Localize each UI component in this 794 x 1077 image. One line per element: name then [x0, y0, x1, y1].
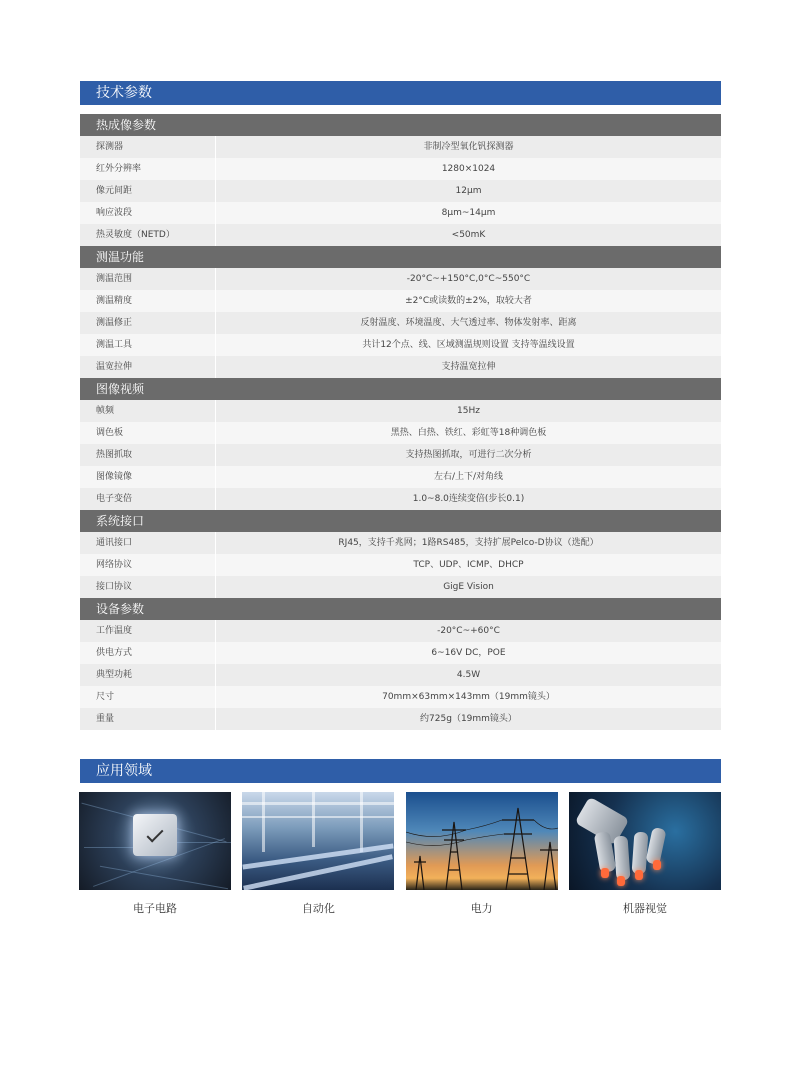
spec-value: 支持热图抓取，可进行二次分析 — [405, 450, 532, 460]
application-caption: 自动化 — [301, 902, 335, 915]
specs-section-title: 技术参数 — [80, 81, 721, 105]
spec-label: 电子变倍 — [80, 488, 216, 510]
factory-automation-image — [242, 792, 394, 890]
spec-row — [80, 268, 721, 290]
applications-gallery — [79, 792, 721, 916]
spec-value: 支持温宽拉伸 — [441, 362, 496, 372]
application-caption: 机器视觉 — [622, 902, 667, 915]
spec-label: 测温精度 — [80, 290, 216, 312]
power-towers-image — [406, 792, 558, 890]
application-card-automation — [242, 792, 394, 916]
spec-row — [80, 686, 721, 708]
circuit-chip-image — [79, 792, 231, 890]
spec-value: 8μm~14μm — [441, 208, 496, 218]
spec-row — [80, 444, 721, 466]
spec-row — [80, 224, 721, 246]
spec-row — [80, 158, 721, 180]
spec-value: 左右/上下/对角线 — [433, 472, 504, 482]
robot-hand-image — [569, 792, 721, 890]
spec-row — [80, 202, 721, 224]
spec-section-header: 设备参数 — [80, 598, 721, 620]
spec-row — [80, 620, 721, 642]
spec-label: 调色板 — [80, 422, 216, 444]
spec-label: 重量 — [80, 708, 216, 730]
spec-row — [80, 356, 721, 378]
spec-label: 接口协议 — [80, 576, 216, 598]
spec-value: RJ45，支持千兆网；1路RS485，支持扩展Pelco-D协议（选配） — [338, 538, 599, 548]
spec-row — [80, 708, 721, 730]
spec-value: GigE Vision — [443, 582, 494, 592]
spec-label: 工作温度 — [80, 620, 216, 642]
spec-value: -20°C~+60°C — [437, 626, 500, 636]
spec-row — [80, 642, 721, 664]
spec-value: ±2°C或读数的±2%，取较大者 — [405, 296, 532, 306]
spec-value: TCP、UDP、ICMP、DHCP — [413, 560, 524, 570]
spec-label: 响应波段 — [80, 202, 216, 224]
spec-section-header: 图像视频 — [80, 378, 721, 400]
spec-label: 测温修正 — [80, 312, 216, 334]
spec-row — [80, 466, 721, 488]
application-card-electronics — [79, 792, 231, 916]
spec-section-header: 系统接口 — [80, 510, 721, 532]
spec-label: 图像镜像 — [80, 466, 216, 488]
spec-table — [80, 114, 721, 730]
spec-label: 典型功耗 — [80, 664, 216, 686]
spec-label: 供电方式 — [80, 642, 216, 664]
spec-label: 热图抓取 — [80, 444, 216, 466]
spec-label: 像元间距 — [80, 180, 216, 202]
spec-value: 非制冷型氧化钒探测器 — [423, 142, 514, 152]
spec-label: 通讯接口 — [80, 532, 216, 554]
spec-row — [80, 290, 721, 312]
spec-row — [80, 554, 721, 576]
spec-value: 70mm×63mm×143mm（19mm镜头） — [382, 692, 555, 702]
application-caption: 电力 — [470, 902, 493, 915]
application-card-power — [406, 792, 558, 916]
spec-label: 网络协议 — [80, 554, 216, 576]
applications-section-title: 应用领域 — [80, 759, 721, 783]
spec-label: 红外分辨率 — [80, 158, 216, 180]
spec-row — [80, 312, 721, 334]
spec-value: 反射温度、环境温度、大气透过率、物体发射率、距离 — [360, 318, 577, 328]
spec-row — [80, 488, 721, 510]
spec-row — [80, 136, 721, 158]
spec-label: 测温工具 — [80, 334, 216, 356]
spec-section-header: 测温功能 — [80, 246, 721, 268]
application-card-machine-vision — [569, 792, 721, 916]
application-caption: 电子电路 — [133, 902, 177, 915]
spec-row — [80, 334, 721, 356]
spec-value: <50mK — [451, 230, 486, 240]
spec-value: 1.0~8.0连续变倍(步长0.1) — [412, 494, 525, 504]
spec-label: 尺寸 — [80, 686, 216, 708]
spec-value: 1280×1024 — [441, 164, 496, 174]
spec-section-header: 热成像参数 — [80, 114, 721, 136]
spec-value: 黑热、白热、铁红、彩虹等18种调色板 — [390, 428, 547, 438]
spec-label: 热灵敏度（NETD） — [80, 224, 216, 246]
spec-value: 4.5W — [456, 670, 481, 680]
spec-value: -20°C~+150°C,0°C~550°C — [406, 274, 531, 284]
spec-value: 12μm — [455, 186, 482, 196]
spec-value: 15Hz — [457, 406, 480, 416]
spec-row — [80, 400, 721, 422]
spec-label: 探测器 — [80, 136, 216, 158]
spec-row — [80, 532, 721, 554]
spec-value: 6~16V DC，POE — [431, 648, 506, 658]
spec-value: 约725g（19mm镜头） — [420, 714, 517, 724]
spec-row — [80, 664, 721, 686]
spec-label: 温宽拉伸 — [80, 356, 216, 378]
spec-label: 帧频 — [80, 400, 216, 422]
spec-label: 测温范围 — [80, 268, 216, 290]
spec-row — [80, 422, 721, 444]
spec-row — [80, 576, 721, 598]
spec-row — [80, 180, 721, 202]
spec-value: 共计12个点、线、区域测温规则设置 支持等温线设置 — [362, 340, 575, 350]
